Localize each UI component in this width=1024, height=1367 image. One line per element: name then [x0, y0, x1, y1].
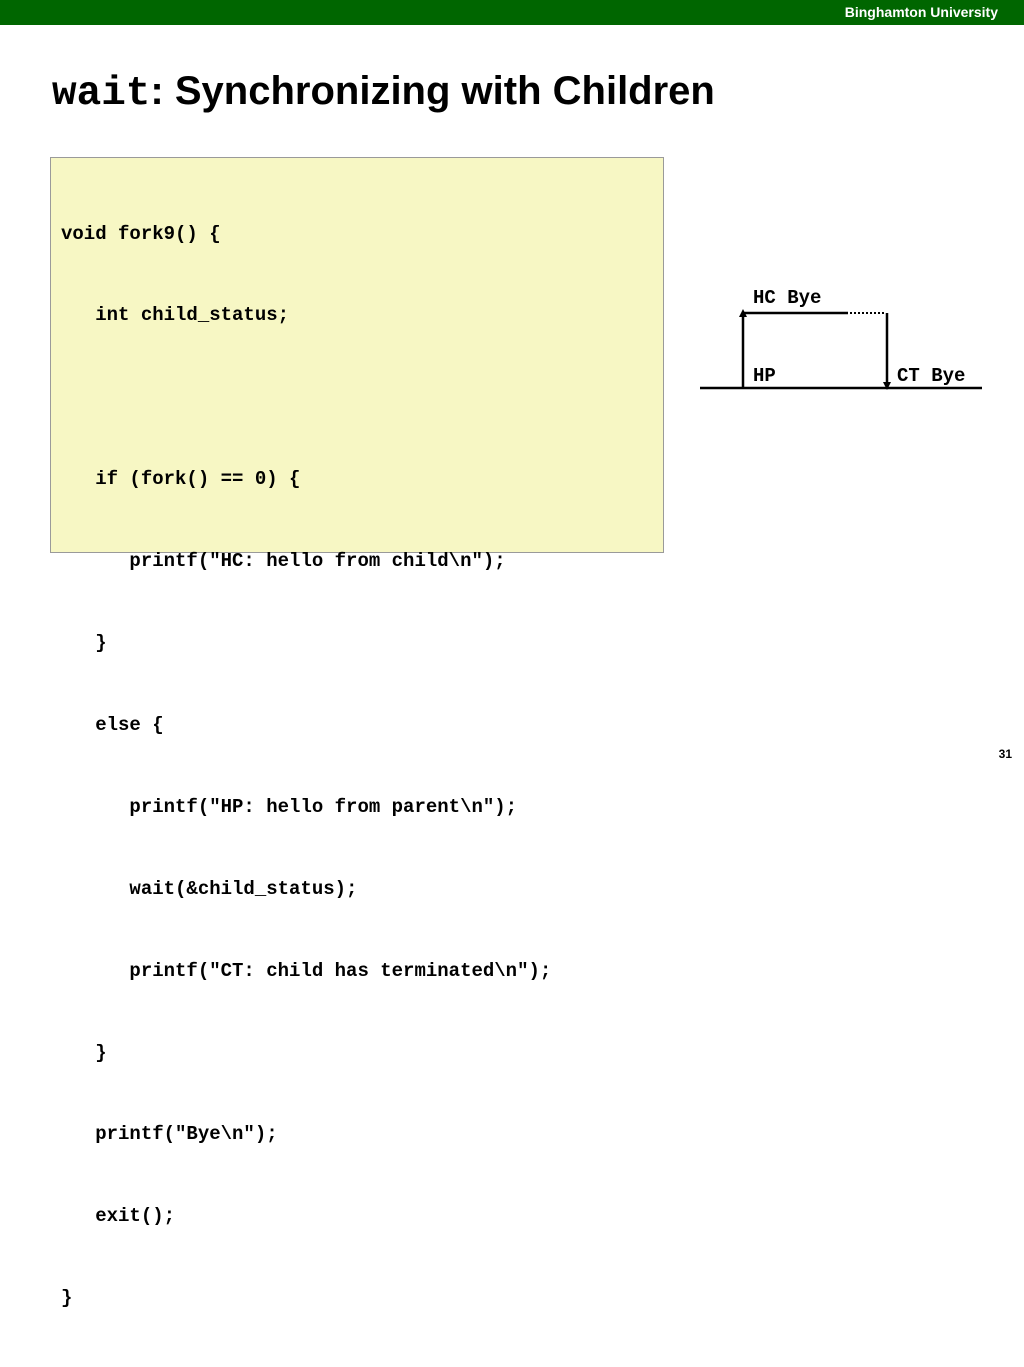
organization-name: Binghamton University	[844, 4, 998, 20]
label-ct-bye: CT Bye	[897, 365, 966, 387]
code-line: printf("HC: hello from child\n");	[61, 550, 506, 573]
label-hc-bye: HC Bye	[753, 287, 822, 309]
code-line: }	[61, 1287, 73, 1310]
code-line: exit();	[61, 1205, 176, 1228]
code-line: }	[61, 632, 107, 655]
code-lines	[61, 166, 551, 1367]
code-line: printf("Bye\n");	[61, 1123, 278, 1146]
code-line: printf("HP: hello from parent\n");	[61, 795, 518, 818]
code-line: wait(&child_status);	[61, 877, 358, 900]
code-line: else {	[61, 713, 164, 736]
code-line: int child_status;	[61, 304, 290, 327]
code-line: }	[61, 1041, 107, 1064]
title-text: : Synchronizing with Children	[150, 69, 715, 113]
title-code-word: wait	[52, 71, 151, 117]
label-hp: HP	[753, 365, 776, 387]
code-line	[61, 384, 551, 411]
code-line: printf("CT: child has terminated\n");	[61, 959, 552, 982]
code-block	[50, 157, 664, 1310]
process-graph-diagram	[695, 280, 995, 400]
page-number: 31	[998, 747, 1012, 761]
code-line: void fork9() {	[61, 222, 221, 245]
header-bar	[0, 0, 1024, 25]
code-line: if (fork() == 0) {	[61, 468, 301, 491]
slide-title	[52, 66, 715, 119]
